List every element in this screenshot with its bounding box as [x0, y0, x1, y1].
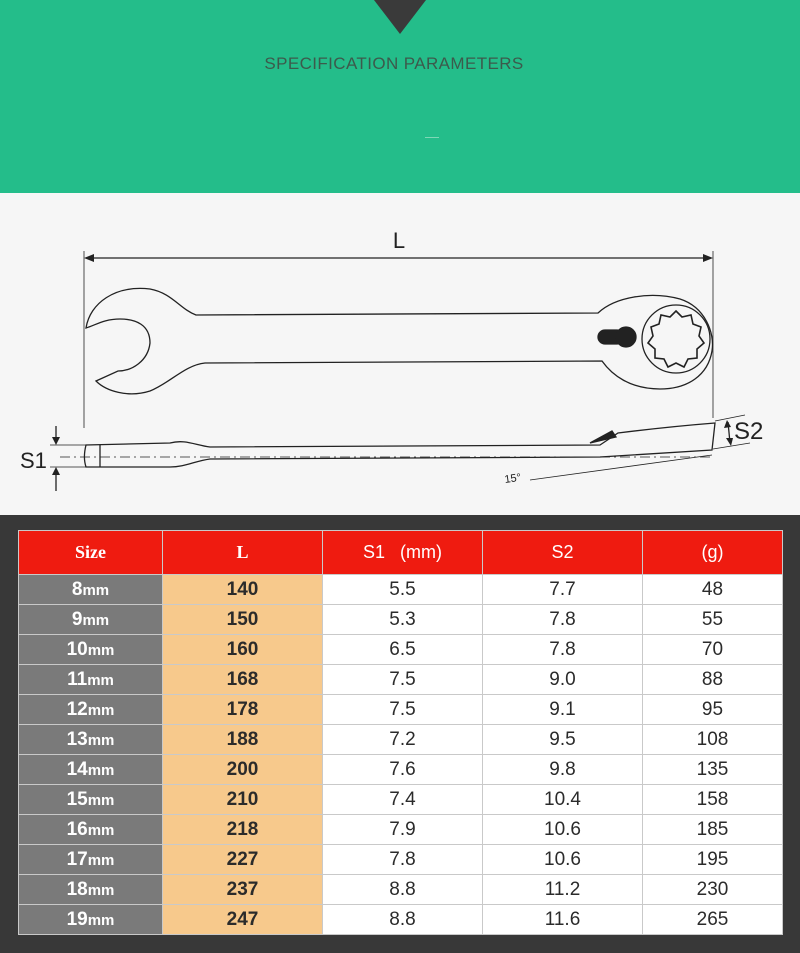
header-size: Size [19, 531, 163, 575]
table-row [19, 905, 783, 935]
cell-length: 150 [163, 605, 323, 635]
size-unit: mm [87, 911, 115, 929]
cell-s1: 8.8 [323, 875, 483, 905]
cell-weight: 230 [643, 875, 783, 905]
table-row [19, 815, 783, 845]
cell-weight: 70 [643, 635, 783, 665]
size-unit: mm [87, 701, 115, 719]
angle-label: 15° [503, 471, 522, 486]
header-banner [0, 0, 800, 193]
cell-size [19, 725, 163, 755]
cell-size [19, 875, 163, 905]
table-row [19, 575, 783, 605]
cell-length: 188 [163, 725, 323, 755]
cell-weight: 55 [643, 605, 783, 635]
wrench-drawing [0, 193, 800, 515]
s1-label: S1 [20, 448, 47, 473]
cell-s2: 10.6 [483, 845, 643, 875]
s1-arrow-bottom-icon [52, 467, 60, 475]
size-value: 12 [66, 698, 88, 720]
arrow-right-icon [703, 254, 713, 262]
cell-size [19, 815, 163, 845]
wrench-diagram [0, 193, 800, 515]
size-unit: mm [87, 731, 115, 749]
cell-s2: 11.2 [483, 875, 643, 905]
cell-s2: 9.0 [483, 665, 643, 695]
cell-s1: 7.4 [323, 785, 483, 815]
cell-weight: 88 [643, 665, 783, 695]
table-row [19, 845, 783, 875]
cell-length: 178 [163, 695, 323, 725]
size-unit: mm [82, 581, 110, 599]
size-unit: mm [87, 881, 115, 899]
size-unit: mm [87, 791, 115, 809]
size-value: 18 [66, 878, 88, 900]
size-value: 10 [66, 638, 88, 660]
table-header-row [19, 531, 783, 575]
table-row [19, 725, 783, 755]
cell-s1: 7.8 [323, 845, 483, 875]
size-unit: mm [87, 761, 115, 779]
angle-line [530, 455, 712, 480]
table-row [19, 755, 783, 785]
spec-table-panel [0, 515, 800, 953]
cell-weight: 48 [643, 575, 783, 605]
cell-s2: 7.8 [483, 605, 643, 635]
size-value: 8 [71, 578, 83, 600]
header-weight: (g) [643, 531, 783, 575]
side-switch [590, 431, 616, 443]
cell-length: 247 [163, 905, 323, 935]
cell-s2: 9.8 [483, 755, 643, 785]
s2-arrow-bottom-icon [726, 438, 733, 446]
cell-size [19, 755, 163, 785]
cell-s1: 5.5 [323, 575, 483, 605]
size-value: 14 [66, 758, 88, 780]
size-unit: mm [87, 641, 115, 659]
cell-length: 200 [163, 755, 323, 785]
cell-s1: 6.5 [323, 635, 483, 665]
header-s2: S2 [483, 531, 643, 575]
cell-size [19, 575, 163, 605]
cell-s2: 9.5 [483, 725, 643, 755]
size-value: 11 [67, 668, 88, 690]
cell-size [19, 845, 163, 875]
cell-length: 168 [163, 665, 323, 695]
s1-arrow-top-icon [52, 437, 60, 445]
size-value: 19 [66, 908, 88, 930]
cell-size [19, 905, 163, 935]
s2-arrow-top-icon [724, 420, 731, 428]
cell-size [19, 635, 163, 665]
size-value: 15 [66, 788, 88, 810]
cell-s1: 8.8 [323, 905, 483, 935]
decorative-dash [425, 137, 439, 138]
table-row [19, 695, 783, 725]
cell-size [19, 785, 163, 815]
down-arrow-icon [374, 0, 426, 34]
cell-s1: 7.5 [323, 695, 483, 725]
size-value: 13 [66, 728, 88, 750]
cell-length: 160 [163, 635, 323, 665]
cell-s2: 11.6 [483, 905, 643, 935]
cell-weight: 185 [643, 815, 783, 845]
size-value: 16 [66, 818, 88, 840]
cell-s1: 7.6 [323, 755, 483, 785]
cell-weight: 135 [643, 755, 783, 785]
cell-length: 140 [163, 575, 323, 605]
table-row [19, 605, 783, 635]
page-title: SPECIFICATION PARAMETERS [264, 54, 524, 73]
cell-size [19, 695, 163, 725]
cell-length: 227 [163, 845, 323, 875]
cell-weight: 108 [643, 725, 783, 755]
header-length: L [163, 531, 323, 575]
twelve-point-socket [648, 311, 704, 367]
table-row [19, 875, 783, 905]
cell-size [19, 665, 163, 695]
size-unit: mm [87, 671, 114, 689]
s2-label: S2 [734, 418, 764, 445]
cell-s2: 10.4 [483, 785, 643, 815]
spec-table [18, 530, 783, 935]
cell-size [19, 605, 163, 635]
header-s1: S1 (mm) [323, 531, 483, 575]
cell-weight: 95 [643, 695, 783, 725]
wrench-side-outline [85, 423, 716, 467]
cell-s1: 7.5 [323, 665, 483, 695]
arrow-left-icon [84, 254, 94, 262]
cell-weight: 195 [643, 845, 783, 875]
cell-length: 218 [163, 815, 323, 845]
ratchet-switch-knob [616, 327, 636, 347]
cell-s1: 7.2 [323, 725, 483, 755]
table-row [19, 665, 783, 695]
cell-s1: 5.3 [323, 605, 483, 635]
cell-weight: 158 [643, 785, 783, 815]
cell-s2: 7.7 [483, 575, 643, 605]
length-label: L [392, 228, 406, 253]
size-unit: mm [87, 821, 115, 839]
size-value: 17 [66, 848, 88, 870]
cell-s1: 7.9 [323, 815, 483, 845]
cell-s2: 10.6 [483, 815, 643, 845]
size-value: 9 [71, 608, 83, 630]
table-row [19, 785, 783, 815]
cell-s2: 7.8 [483, 635, 643, 665]
size-unit: mm [87, 851, 115, 869]
cell-s2: 9.1 [483, 695, 643, 725]
cell-length: 210 [163, 785, 323, 815]
table-row [19, 635, 783, 665]
cell-length: 237 [163, 875, 323, 905]
cell-weight: 265 [643, 905, 783, 935]
size-unit: mm [82, 611, 110, 629]
